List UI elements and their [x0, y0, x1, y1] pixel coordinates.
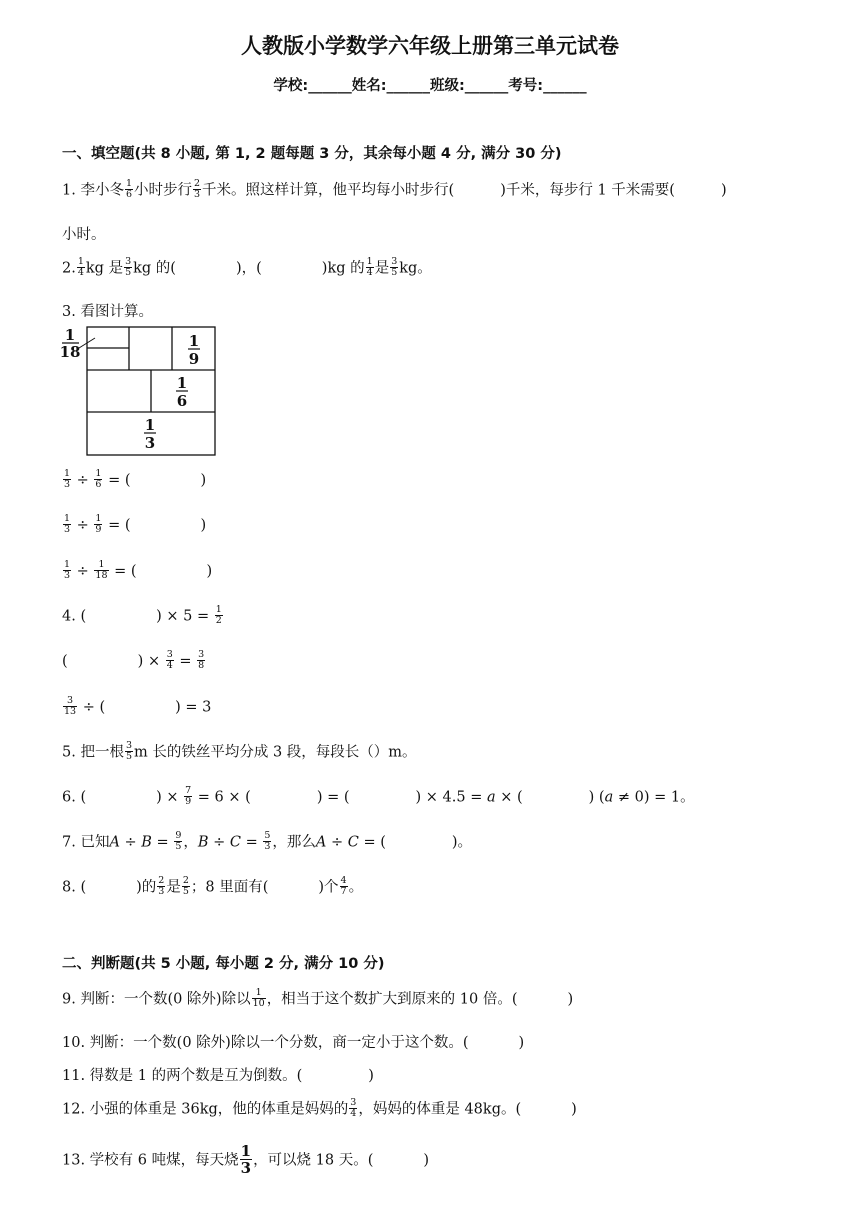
question-3-expr-3: $\frac{1}{3}$ ÷ $\frac{1}{18}$ = ( ) [64, 559, 213, 581]
question-7: 7. 已知A ÷ B = $\frac{9}{5}$ ，B ÷ C = $\frac{5}{3}$ ，那么A ÷ C = ( )。 [62, 830, 473, 852]
question-1: 1. 李小冬 $\frac{1}{6}$ 小时步行 $\frac{2}{3}$ 千米。照这样计算，他平均每小时步行( )千米，每步行 1 千米需要( ) [62, 178, 727, 200]
student-info-line: 学校:______姓名:______班级:______考号:______ [273, 78, 587, 94]
section-judgment-heading: 二、判断题(共 5 小题, 每小题 2 分, 满分 10 分) [62, 956, 385, 972]
fraction: $\frac{3}{5}$ [391, 256, 398, 278]
fraction: $\frac{1}{6}$ [125, 178, 132, 200]
question-3-expr-2: $\frac{1}{3}$ ÷ $\frac{1}{9}$ = ( ) [64, 513, 207, 535]
label-1-3-den: 3 [144, 434, 156, 452]
page-title: 人教版小学数学六年级上册第三单元试卷 [241, 34, 619, 58]
fraction: $\frac{2}{3}$ [194, 178, 201, 200]
label-1-9-den: 9 [188, 350, 200, 368]
label-1-18-den: 18 [59, 343, 81, 361]
section-fill-in-heading: 一、填空题(共 8 小题, 第 1, 2 题每题 3 分，其余每小题 4 分, 满分 30 分) [62, 146, 562, 162]
label-1-18-num: 1 [64, 326, 76, 344]
question-8: 8. ( )的 $\frac{2}{3}$ 是 $\frac{2}{5}$ ；8 里面有( )个 $\frac{4}{7}$ 。 [62, 875, 364, 897]
question-1-continued: 小时。 [62, 227, 106, 243]
question-4-a: 4. ( ) × 5 = $\frac{1}{2}$ [62, 604, 222, 626]
question-13: 13. 学校有 6 吨煤，每天烧 $\frac{1}{3}$ ，可以烧 18 天。( ) [62, 1142, 430, 1177]
question-3-expr-1: $\frac{1}{3}$ ÷ $\frac{1}{6}$ = ( ) [64, 468, 207, 490]
question-10: 10. 判断：一个数(0 除外)除以一个分数，商一定小于这个数。( ) [62, 1035, 525, 1051]
question-11: 11. 得数是 1 的两个数是互为倒数。( ) [62, 1068, 374, 1084]
question-4-b: ( ) × $\frac{3}{4}$ = $\frac{3}{8}$ [62, 649, 205, 671]
label-1-6-num: 1 [176, 374, 188, 392]
question-6: 6. ( ) × $\frac{7}{9}$ = 6 × ( ) = ( ) × 4.5 = a × ( ) (a ≠ 0) = 1。 [62, 785, 695, 807]
fraction: $\frac{3}{5}$ [125, 256, 132, 278]
question-9: 9. 判断：一个数(0 除外)除以 $\frac{1}{10}$ ，相当于这个数扩大到原来的 10 倍。( ) [62, 987, 574, 1009]
question-2: 2. $\frac{1}{4}$ kg 是 $\frac{3}{5}$ kg 的( )，( )kg 的 $\frac{1}{4}$ 是 $\frac{3}{5}$ kg。 [62, 256, 432, 278]
label-1-9-num: 1 [188, 332, 200, 350]
question-12: 12. 小强的体重是 36kg，他的体重是妈妈的 $\frac{3}{4}$ ，妈妈的体重是 48kg。( ) [62, 1097, 577, 1119]
label-1-6-den: 6 [176, 392, 188, 410]
question-4-c: $\frac{3}{13}$ ÷ ( ) = 3 [64, 695, 212, 717]
label-1-3-num: 1 [144, 416, 156, 434]
fraction-area-diagram [59, 326, 222, 458]
diagram-svg [59, 326, 222, 458]
fraction: $\frac{1}{4}$ [77, 256, 84, 278]
fraction: $\frac{1}{4}$ [366, 256, 373, 278]
question-5: 5. 把一根 $\frac{3}{5}$ m 长的铁丝平均分成 3 段，每段长（）m。 [62, 740, 417, 762]
question-3-title: 3. 看图计算。 [62, 304, 153, 320]
